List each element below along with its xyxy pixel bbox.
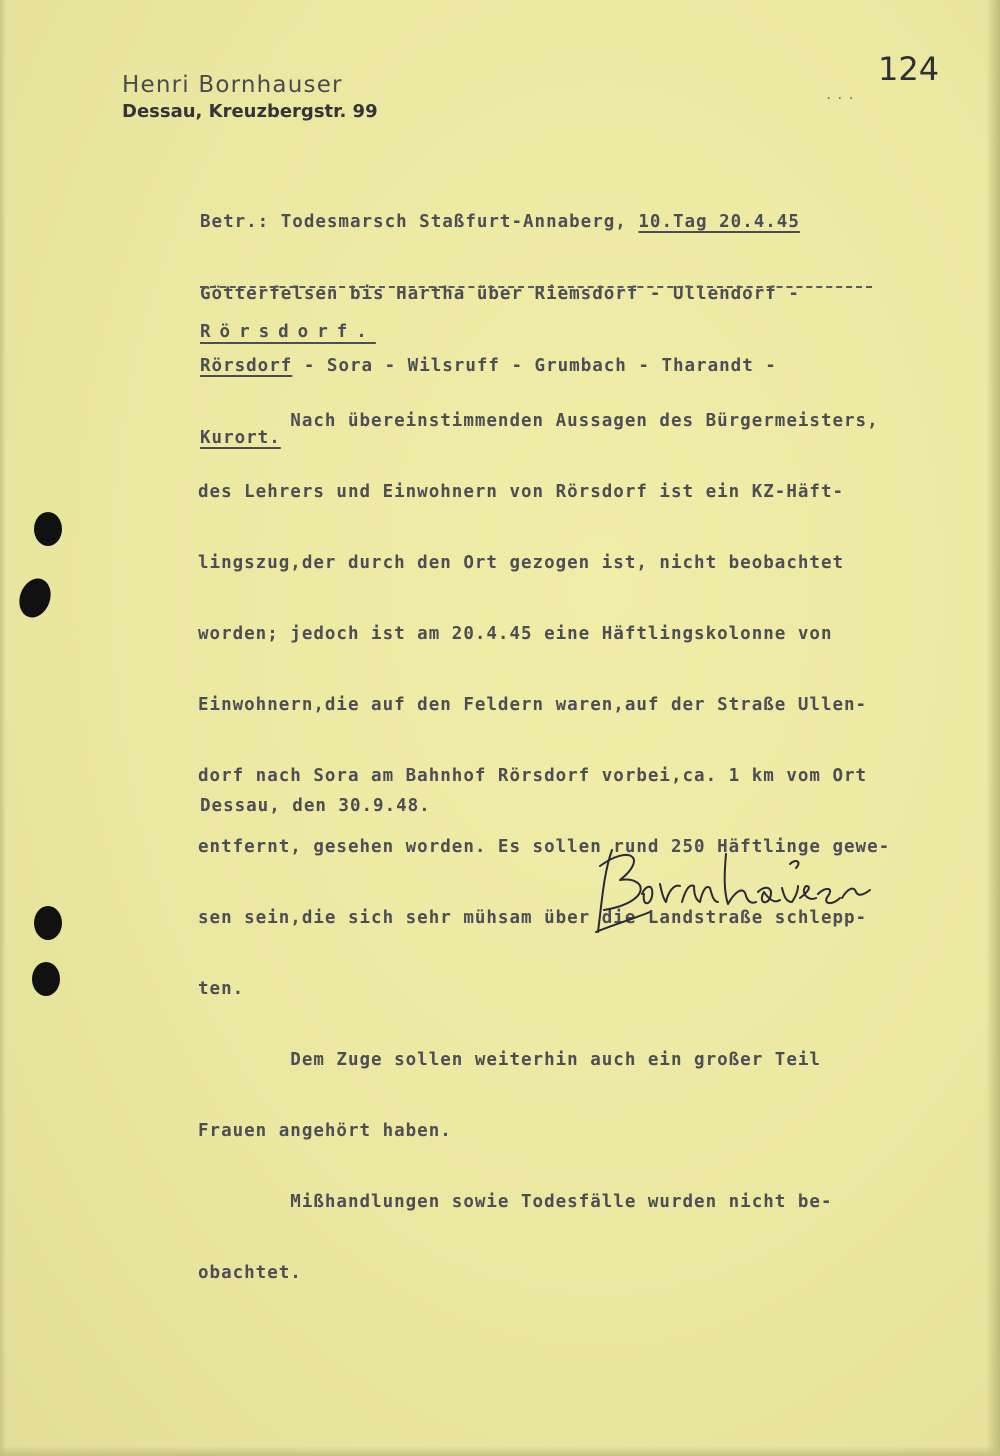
punch-hole	[34, 512, 62, 546]
body-line: dorf nach Sora am Bahnhof Rörsdorf vorbei,ca. 1 km vom Ort	[198, 766, 868, 786]
body-line: sen sein,die sich sehr mühsam über die Landstraße schlepp-	[198, 908, 868, 928]
punch-hole	[14, 574, 56, 622]
body-line: ten.	[198, 979, 245, 999]
handwritten-signature	[590, 836, 880, 946]
body-line: Frauen angehört haben.	[198, 1121, 452, 1141]
body-line: Nach übereinstimmenden Aussagen des Bürgermeisters,	[198, 411, 879, 431]
subject-rule	[200, 286, 872, 288]
page-number: 124	[878, 50, 940, 88]
sender-name: Henri Bornhauser	[122, 72, 343, 98]
body-line: obachtet.	[198, 1263, 302, 1283]
letterhead-stamp	[122, 70, 378, 124]
subject-end-underlined: Kurort.	[200, 428, 281, 448]
sender-address: Dessau, Kreuzbergstr. 99	[122, 101, 378, 122]
place-and-date: Dessau, den 30.9.48.	[200, 796, 431, 816]
body-line: Dem Zuge sollen weiterhin auch ein großer Teil	[198, 1050, 821, 1070]
subject-line-1-text: Betr.: Todesmarsch Staßfurt-Annaberg,	[200, 212, 639, 232]
subject-line-2: Götterfelsen bis Hartha über Riemsdorf - Ullendorf -	[200, 284, 800, 304]
page-edge-left	[0, 0, 6, 1456]
subject-place-underlined: Rörsdorf	[200, 356, 293, 376]
body-line: lingszug,der durch den Ort gezogen ist, nicht beobachtet	[198, 553, 845, 573]
subject-line-1	[200, 206, 800, 238]
page-edge-right	[986, 0, 1000, 1456]
subject-line-3-text: - Sora - Wilsruff - Grumbach - Tharandt -	[292, 356, 777, 376]
body-line: des Lehrers und Einwohnern von Rörsdorf ist ein KZ-Häft-	[198, 482, 845, 502]
page-edge-bottom	[0, 1446, 1000, 1456]
body-line: Mißhandlungen sowie Todesfälle wurden nicht be-	[198, 1192, 833, 1212]
punch-hole	[32, 962, 60, 996]
page-number-leader: ...	[825, 88, 859, 102]
body-line: worden; jedoch ist am 20.4.45 eine Häftlingskolonne von	[198, 624, 833, 644]
body-line: Einwohnern,die auf den Feldern waren,auf der Straße Ullen-	[198, 695, 868, 715]
subject-date: 10.Tag 20.4.45	[638, 212, 800, 232]
punch-hole	[34, 906, 62, 940]
body-line: entfernt, gesehen worden. Es sollen rund 250 Häftlinge gewe-	[198, 837, 891, 857]
section-heading: Rörsdorf.	[200, 322, 376, 342]
